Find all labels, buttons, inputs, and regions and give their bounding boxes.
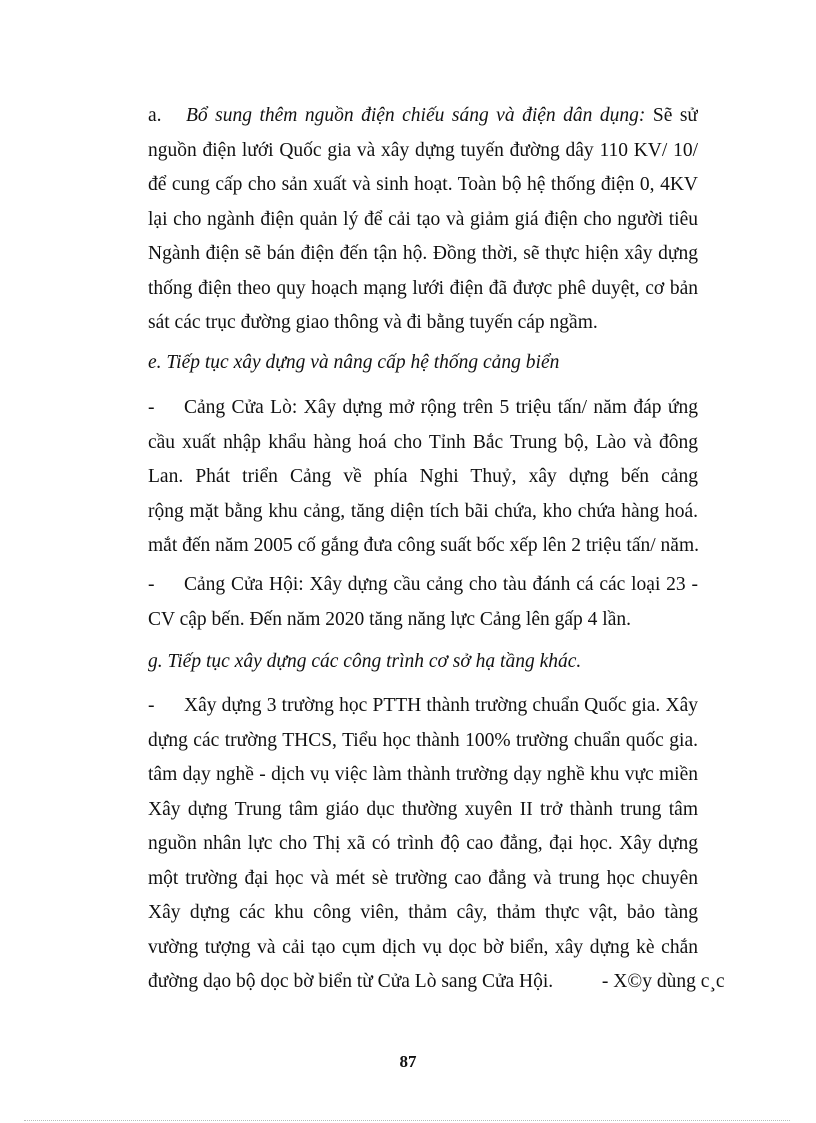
bullet-first-line [148, 689, 698, 724]
bullet-dash: - [148, 695, 155, 716]
bullet-cua-lo [148, 391, 698, 564]
text-line: một trường đại học và mét sè trường cao đẳng và trung học chuyên [148, 867, 698, 889]
text-line: Ngành điện sẽ bán điện đến tận hộ. Đồng thời, sẽ thực hiện xây dựng [148, 243, 698, 264]
paragraph-a-first-line [148, 99, 698, 134]
text-line: Xây dựng các khu công viên, thảm cây, thảm thực vật, bảo tàng [148, 902, 698, 923]
text-line: dựng các trường THCS, Tiểu học thành 100% trường chuẩn quốc gia. [148, 729, 698, 751]
list-label-a: a. [148, 105, 162, 126]
text-line: sát các trục đường giao thông và đi bằng tuyến cáp ngầm. [148, 312, 598, 333]
text-line: nguồn nhân lực cho Thị xã có trình độ cao đẳng, đại học. Xây dựng [148, 833, 698, 854]
paragraph-a [148, 99, 698, 341]
section-heading-g [148, 645, 698, 680]
bullet-schools [148, 689, 725, 1000]
page-number: 87 [399, 1052, 417, 1071]
text-line: Sẽ sử [652, 105, 698, 126]
text-line: vường tượng và cải tạo cụm dịch vụ dọc bờ biển, xây dựng kè chắn [148, 936, 698, 958]
bullet-dash: - [148, 574, 155, 595]
text-line: rộng mặt bằng khu cảng, tăng diện tích bãi chứa, kho chứa hàng hoá. [148, 500, 698, 522]
text-line: lại cho ngành điện quản lý để cải tạo và giảm giá điện cho người tiêu [148, 208, 698, 230]
text-line: Cảng Cửa Lò: Xây dựng mở rộng trên 5 triệu tấn/ năm đáp ứng [184, 397, 698, 418]
heading-a: Bổ sung thêm nguồn điện chiếu sáng và điện dân dụng: [186, 105, 646, 126]
text-line: để cung cấp cho sản xuất và sinh hoạt. Toàn bộ hệ thống điện 0, 4KV [148, 174, 698, 195]
bullet-first-line [148, 391, 698, 426]
heading-text: e. Tiếp tục xây dựng và nâng cấp hệ thống cảng biển [148, 352, 560, 373]
text-line: Lan. Phát triển Cảng về phía Nghi Thuỷ, xây dựng bến cảng [148, 466, 698, 487]
text-line: nguồn điện lưới Quốc gia và xây dựng tuyến đường dây 110 KV/ 10/ [148, 139, 698, 161]
bullet-first-line [148, 568, 698, 603]
text-line: Xây dựng 3 trường học PTTH thành trường chuẩn Quốc gia. Xây [184, 695, 698, 716]
page-bottom-border [24, 1120, 790, 1121]
section-heading-e [148, 346, 698, 381]
text-line: mắt đến năm 2005 cố gắng đưa công suất bốc xếp lên 2 triệu tấn/ năm. [148, 535, 699, 556]
bullet-cua-hoi [148, 568, 698, 637]
text-line: đường dạo bộ dọc bờ biển từ Cửa Lò sang Cửa Hội. - X©y dùng c¸c [148, 971, 725, 992]
text-line: Cảng Cửa Hội: Xây dựng cầu cảng cho tàu đánh cá các loại 23 - [184, 574, 698, 595]
text-line: thống điện theo quy hoạch mạng lưới điện đã được phê duyệt, cơ bản [148, 277, 698, 299]
text-line: CV cập bến. Đến năm 2020 tăng năng lực Cảng lên gấp 4 lần. [148, 608, 631, 630]
bullet-dash: - [148, 397, 155, 418]
text-line: cầu xuất nhập khẩu hàng hoá cho Tỉnh Bắc Trung bộ, Lào và đông [148, 431, 698, 453]
text-line: Xây dựng Trung tâm giáo dục thường xuyên II trở thành trung tâm [148, 798, 698, 820]
text-line: tâm dạy nghề - dịch vụ việc làm thành trường dạy nghề khu vực miền [148, 764, 698, 785]
heading-text: g. Tiếp tục xây dựng các công trình cơ sở hạ tầng khác. [148, 651, 582, 672]
